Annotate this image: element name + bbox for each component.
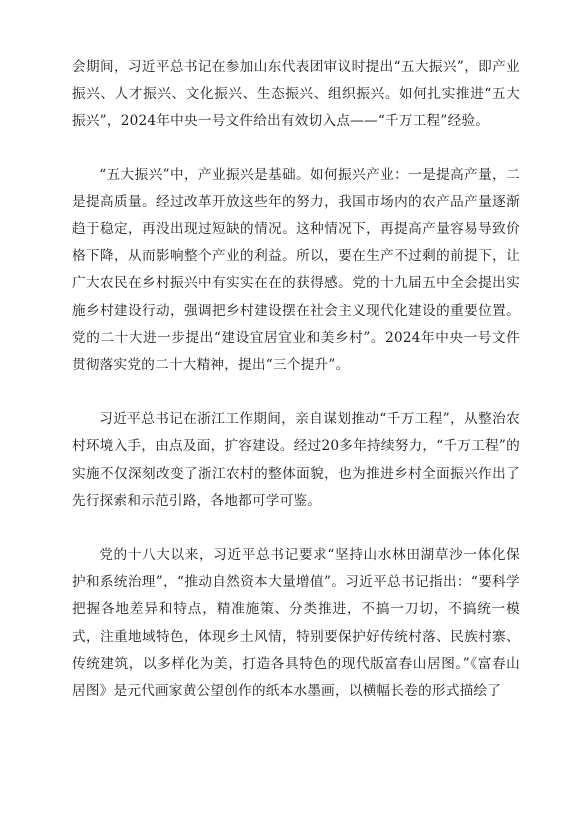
paragraph-1: 会期间，习近平总书记在参加山东代表团审议时提出“五大振兴”，即产业振兴、人才振兴、文化振兴、生态振兴、组织振兴。如何扎实推进“五大振兴”，2024年中央一号文件给出有效切入点——“千万工程”经验。 xyxy=(72,59,520,130)
paragraph-2: “五大振兴”中，产业振兴是基础。如何振兴产业：一是提高产量，二是提高质量。经过改革开放这些年的努力，我国市场内的农产品产量逐渐趋于稳定，再没出现过短缺的情况。这种情况下，再提高产量容易导致价格下降，从而影响整个产业的利益。所以，要在生产不过剩的前提下，让广大农民在乡村振兴中有实实在在的获得感。党的十九届五中全会提出实施乡村建设行动，强调把乡村建设摆在社会主义现代化建设的重要位置。党的二十大进一步提出“建设宜居宜业和美乡村”。2024年中央一号文件贯彻落实党的二十大精神，提出“三个提升”。 xyxy=(72,166,520,374)
paragraph-3: 习近平总书记在浙江工作期间，亲自谋划推动“千万工程”，从整治农村环境入手，由点及面，扩容建设。经过20多年持续努力，“千万工程”的实施不仅深刻改变了浙江农村的整体面貌，也为推进乡村全面振兴作出了先行探索和示范引路，各地都可学可鉴。 xyxy=(72,411,520,509)
paragraph-4: 党的十八大以来，习近平总书记要求“坚持山水林田湖草沙一体化保护和系统治理”，“推动自然资本大量增值”。习近平总书记指出：“要科学把握各地差异和特点，精准施策、分类推进，不搞一刀切，不搞统一模式，注重地域特色，体现乡土风情，特别要保护好传统村落、民族村寨、传统建筑，以多样化为美，打造各具特色的现代版富春山居图。”《富春山居图》是元代画家黄公望创作的纸本水墨画，以横幅长卷的形式描绘了 xyxy=(72,547,520,700)
